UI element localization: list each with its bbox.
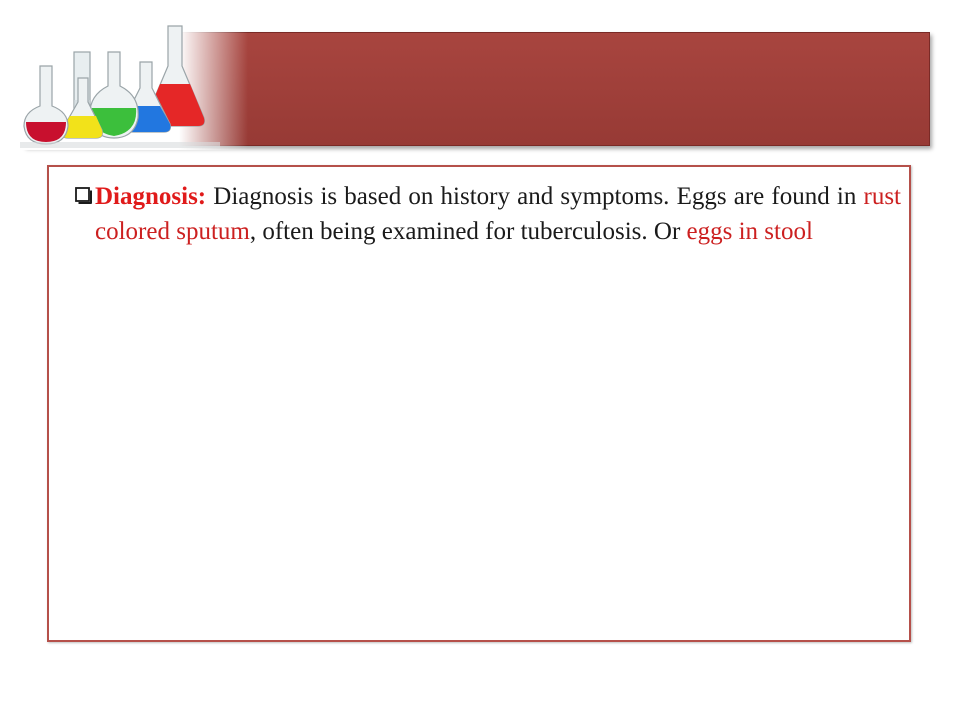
highlight-rust-sputum: rust colored sputum xyxy=(95,183,901,245)
crimson-flask-icon xyxy=(24,66,68,144)
bullet-paragraph xyxy=(95,179,901,249)
body-text-part-1: Diagnosis is based on history and symptoms. Eggs are found in xyxy=(206,183,864,210)
checkbox-square-bullet-icon xyxy=(75,187,92,204)
highlight-eggs-in-stool: eggs in stool xyxy=(686,218,813,245)
term-label: Diagnosis: xyxy=(95,183,207,210)
bullet-item xyxy=(75,179,901,249)
lab-flasks-illustration xyxy=(20,22,220,148)
body-text-part-2: , often being examined for tuberculosis. Or xyxy=(249,218,687,245)
content-frame xyxy=(47,165,911,642)
